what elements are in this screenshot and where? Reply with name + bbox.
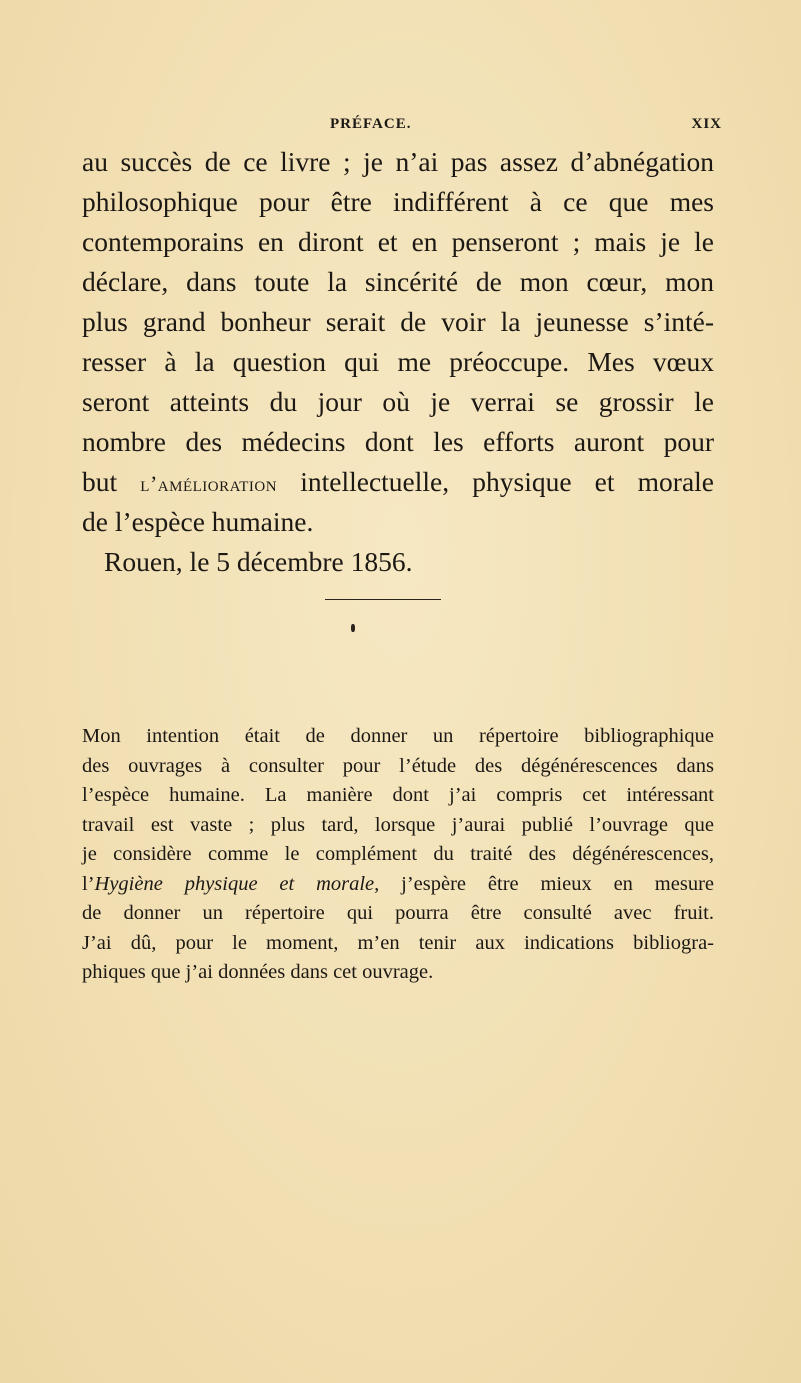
place-and-date: Rouen, le 5 décembre 1856.	[104, 546, 413, 577]
footnote-line-8: J’ai dû, pour le moment, m’en tenir aux indications bibliogra-	[82, 931, 714, 954]
body-line-5: plus grand bonheur serait de voir la jeunesse s’inté-	[82, 306, 714, 337]
footnote	[82, 722, 714, 988]
footnote-line-6	[82, 870, 714, 900]
footnote-line-6-end: j’espère être mieux en mesure	[379, 872, 714, 895]
body-line-2: philosophique pour être indifférent à ce que mes	[82, 186, 714, 217]
section-divider	[325, 599, 441, 600]
running-head	[82, 116, 722, 138]
ink-speck	[351, 624, 355, 632]
footnote-line-5: je considère comme le complément du traité des dégénérescences,	[82, 843, 714, 865]
body-line-1: au succès de ce livre ; je n’ai pas assez d’abnégation	[82, 146, 714, 177]
body-line-9-end: intellectuelle, physique et morale	[277, 466, 714, 497]
body-line-3: contemporains en diront et en penseront ; mais je le	[82, 226, 714, 257]
body-line-9-start: but	[82, 466, 141, 497]
page-number: XIX	[691, 116, 722, 132]
body-line-8: nombre des médecins dont les efforts auront pour	[82, 426, 714, 457]
footnote-line-4: travail est vaste ; plus tard, lorsque j’aurai publié l’ouvrage que	[82, 813, 714, 836]
body-line-4: déclare, dans toute la sincérité de mon cœur, mon	[82, 266, 714, 297]
footnote-line-9: phiques que j’ai données dans cet ouvrage.	[82, 961, 434, 983]
footnote-line-7: de donner un répertoire qui pourra être consulté avec fruit.	[82, 902, 714, 924]
book-title-italic: Hygiène physique et morale,	[94, 872, 380, 895]
body-line-10: de l’espèce humaine.	[82, 506, 314, 537]
running-head-title: PRÉFACE.	[330, 116, 412, 132]
footnote-line-2: des ouvrages à consulter pour l’étude des dégénérescences dans	[82, 754, 714, 777]
body-line-7: seront atteints du jour où je verrai se grossir le	[82, 386, 714, 417]
body-line-6: resser à la question qui me préoccupe. Mes vœux	[82, 346, 714, 377]
body-line-9	[82, 462, 714, 502]
footnote-line-1: Mon intention était de donner un répertoire bibliographique	[82, 725, 714, 747]
small-caps-word: l’amélioration	[140, 471, 278, 496]
footnote-line-6-start: l’	[82, 872, 95, 895]
footnote-line-3: l’espèce humaine. La manière dont j’ai compris cet intéressant	[82, 784, 714, 806]
body-paragraph	[82, 142, 714, 582]
